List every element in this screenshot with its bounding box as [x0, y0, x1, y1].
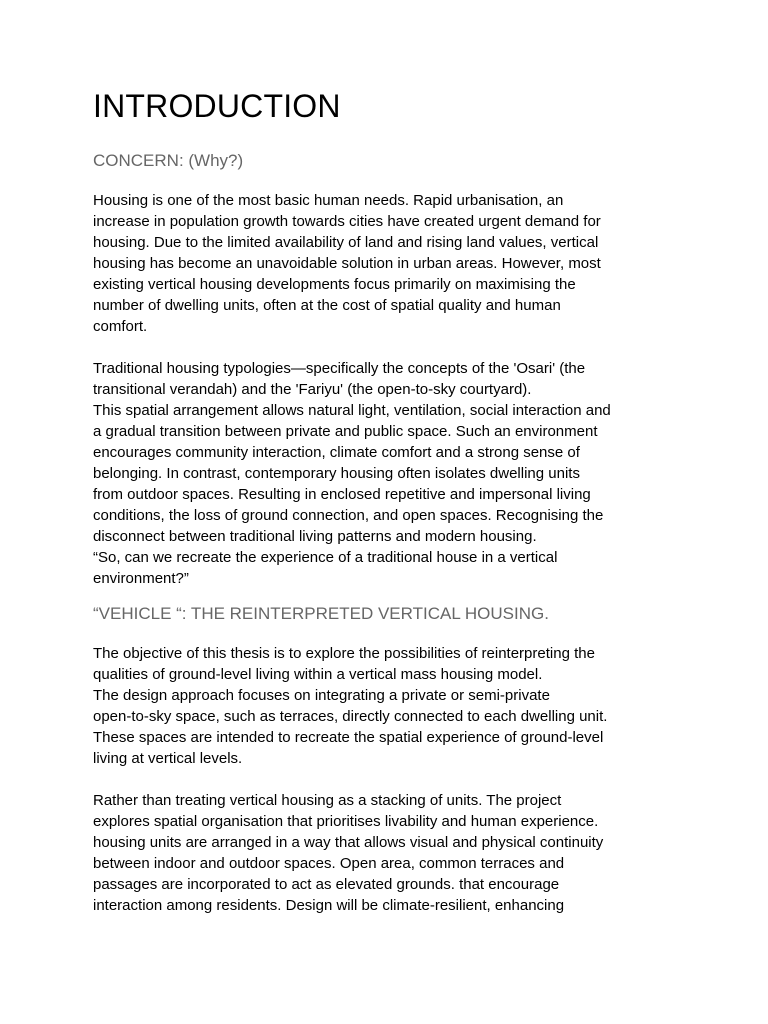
- concern-heading: CONCERN: (Why?): [93, 151, 244, 170]
- text-line: Rather than treating vertical housing as a stacking of units. The project: [93, 792, 562, 809]
- text-line: from outdoor spaces. Resulting in enclosed repetitive and impersonal living: [93, 486, 591, 503]
- paragraph-housing-needs: [93, 190, 683, 337]
- text-line: housing. Due to the limited availability of land and rising land values, vertical: [93, 234, 599, 251]
- text-line: encourages community interaction, climate comfort and a strong sense of: [93, 444, 580, 461]
- text-line: existing vertical housing developments focus primarily on maximising the: [93, 276, 576, 293]
- paragraph-thesis-objective: [93, 643, 683, 769]
- text-line: comfort.: [93, 318, 148, 335]
- text-line: This spatial arrangement allows natural light, ventilation, social interaction and: [93, 402, 611, 419]
- vehicle-heading: “VEHICLE “: THE REINTERPRETED VERTICAL HOUSING.: [93, 604, 549, 623]
- document-page: [93, 86, 683, 916]
- text-line: living at vertical levels.: [93, 750, 243, 767]
- text-line: transitional verandah) and the 'Fariyu' (the open-to-sky courtyard).: [93, 381, 532, 398]
- text-line: between indoor and outdoor spaces. Open area, common terraces and: [93, 855, 565, 872]
- paragraph-traditional-typologies: [93, 358, 683, 589]
- text-line: increase in population growth towards cities have created urgent demand for: [93, 213, 601, 230]
- text-line: The objective of this thesis is to explore the possibilities of reinterpreting the: [93, 645, 595, 662]
- text-line: belonging. In contrast, contemporary housing often isolates dwelling units: [93, 465, 580, 482]
- text-line: “So, can we recreate the experience of a traditional house in a vertical: [93, 549, 558, 566]
- text-line: housing has become an unavoidable solution in urban areas. However, most: [93, 255, 601, 272]
- text-line: These spaces are intended to recreate the spatial experience of ground-level: [93, 729, 604, 746]
- text-line: interaction among residents. Design will be climate-resilient, enhancing: [93, 897, 565, 914]
- text-line: number of dwelling units, often at the cost of spatial quality and human: [93, 297, 561, 314]
- text-line: housing units are arranged in a way that allows visual and physical continuity: [93, 834, 604, 851]
- text-line: Traditional housing typologies—specifically the concepts of the 'Osari' (the: [93, 360, 586, 377]
- paragraph-spatial-organisation: [93, 790, 683, 916]
- text-line: open-to-sky space, such as terraces, directly connected to each dwelling unit.: [93, 708, 608, 725]
- text-line: disconnect between traditional living patterns and modern housing.: [93, 528, 537, 545]
- text-line: The design approach focuses on integrating a private or semi-private: [93, 687, 550, 704]
- text-line: qualities of ground-level living within a vertical mass housing model.: [93, 666, 543, 683]
- text-line: conditions, the loss of ground connection, and open spaces. Recognising the: [93, 507, 604, 524]
- text-line: environment?”: [93, 570, 189, 587]
- text-line: explores spatial organisation that prioritises livability and human experience.: [93, 813, 599, 830]
- text-line: Housing is one of the most basic human needs. Rapid urbanisation, an: [93, 192, 564, 209]
- page-title: INTRODUCTION: [93, 88, 341, 124]
- text-line: a gradual transition between private and public space. Such an environment: [93, 423, 598, 440]
- text-line: passages are incorporated to act as elevated grounds. that encourage: [93, 876, 560, 893]
